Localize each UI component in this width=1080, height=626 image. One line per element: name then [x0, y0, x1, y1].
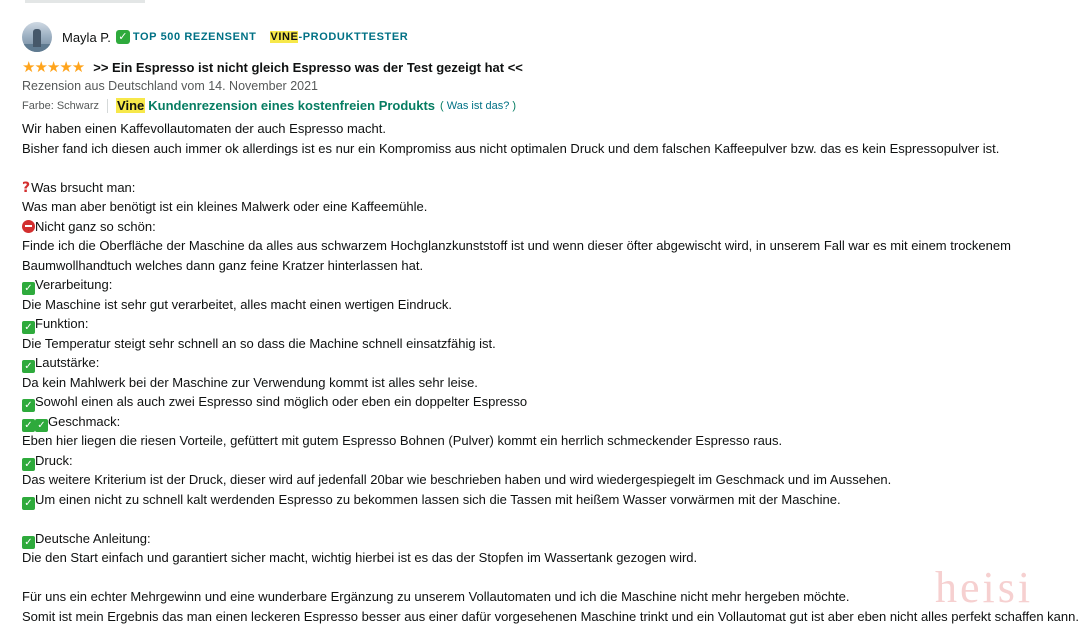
review-line — [22, 587, 1080, 607]
watermark: heisi — [935, 562, 1033, 613]
checkmark-icon: ✓ — [22, 419, 35, 432]
review-line — [22, 178, 1080, 198]
review-line-text: Verarbeitung: — [35, 277, 112, 292]
reviewer-header — [22, 22, 408, 52]
whatis-paren-close: ) — [512, 100, 516, 112]
checkmark-icon: ✓ — [22, 536, 35, 549]
top500-badge[interactable]: TOP 500 REZENSENT — [133, 31, 257, 43]
no-entry-icon — [22, 220, 35, 233]
review-line — [22, 139, 1080, 159]
whatis-paren-open: ( — [440, 100, 444, 112]
review-line-text: Deutsche Anleitung: — [35, 531, 151, 546]
review-line — [22, 451, 1080, 471]
review-line-text: Da kein Mahlwerk bei der Maschine zur Verwendung kommt ist alles sehr leise. — [22, 375, 478, 390]
review-line-text: Wir haben einen Kaffevollautomaten der auch Espresso macht. — [22, 121, 386, 136]
review-line-text: Baumwollhandtuch welches dann ganz feine Kratzer hinterlassen hat. — [22, 258, 423, 273]
color-attribute: Farbe: Schwarz — [22, 100, 99, 112]
review-line — [22, 275, 1080, 295]
review-line — [22, 509, 1080, 529]
review-line — [22, 490, 1080, 510]
review-date: Rezension aus Deutschland vom 14. November 2021 — [22, 79, 318, 93]
checkmark-icon: ✓ — [22, 321, 35, 334]
review-line-text: Für uns ein echter Mehrgewinn und eine wunderbare Ergänzung zu unserem Vollautomaten und ich die Maschine nicht mehr hergeben möchte. — [22, 589, 849, 604]
whatis-wrapper — [440, 100, 516, 112]
review-line — [22, 236, 1080, 256]
checkmark-icon: ✓ — [116, 30, 130, 44]
review-line — [22, 158, 1080, 178]
avatar-figure — [33, 29, 41, 47]
review-line-text: Was man aber benötigt ist ein kleines Malwerk oder eine Kaffeemühle. — [22, 199, 427, 214]
question-mark-icon: ? — [22, 179, 30, 192]
review-line-text: Die den Start einfach und garantiert sicher macht, wichtig hierbei ist es das der Stopfen im Wassertank gezogen wird. — [22, 550, 697, 565]
review-line — [22, 431, 1080, 451]
avatar[interactable] — [22, 22, 52, 52]
review-title[interactable]: >> Ein Espresso ist nicht gleich Espresso was der Test gezeigt hat << — [93, 60, 523, 75]
review-line — [22, 334, 1080, 354]
review-line — [22, 256, 1080, 276]
vine-label-highlight: Vine — [116, 98, 145, 113]
checkmark-icon: ✓ — [22, 360, 35, 373]
review-line-text: Die Maschine ist sehr gut verarbeitet, alles macht einen wertigen Eindruck. — [22, 297, 452, 312]
divider — [107, 99, 108, 113]
whatis-link[interactable]: Was ist das? — [447, 100, 510, 112]
review-line-text: Bisher fand ich diesen auch immer ok allerdings ist es nur ein Kompromiss aus nicht optimalen Druck und dem falschen Kaffeepulver bzw. das es kein Espressopulver ist. — [22, 141, 999, 156]
checkmark-icon: ✓ — [22, 399, 35, 412]
review-line-text: Funktion: — [35, 316, 88, 331]
review-line-text: Somit ist mein Ergebnis das man einen leckeren Espresso besser aus einer dafür vorgesehenen Maschine trinkt und ein Vollautomat gut ist aber eben nicht alles perfekt schaffen kann. — [22, 609, 1079, 624]
checkmark-icon: ✓ — [35, 419, 48, 432]
review-line-text: Sowohl einen als auch zwei Espresso sind möglich oder eben ein doppelter Espresso — [35, 394, 527, 409]
review-line-text: Um einen nicht zu schnell kalt werdenden Espresso zu bekommen lassen sich die Tassen mit heißem Wasser vorwärmen mit der Maschine. — [35, 492, 841, 507]
reviewer-name[interactable]: Mayla P. — [62, 30, 111, 45]
vine-badge-rest: -PRODUKTTESTER — [298, 31, 408, 43]
review-line-text: Finde ich die Oberfläche der Maschine da alles aus schwarzem Hochglanzkunststoff ist und wenn dieser öfter abgewischt wird, in unserem Fall war es mit einem trockenem — [22, 238, 1011, 253]
review-line — [22, 529, 1080, 549]
review-line-text: Was brsucht man: — [31, 180, 135, 195]
review-line — [22, 607, 1080, 626]
review-attributes — [22, 98, 516, 113]
review-line-text: Nicht ganz so schön: — [35, 219, 156, 234]
review-line-text: Druck: — [35, 453, 73, 468]
review-line-text: Das weitere Kriterium ist der Druck, dieser wird auf jedenfall 20bar wie beschrieben haben und wird wiedergespiegelt im Geschmack und im Aussehen. — [22, 472, 891, 487]
review-line — [22, 217, 1080, 237]
star-rating-icon[interactable]: ★★★★★ — [22, 58, 84, 76]
review-line — [22, 470, 1080, 490]
review-line — [22, 295, 1080, 315]
review-line-text: Lautstärke: — [35, 355, 99, 370]
review-line — [22, 392, 1080, 412]
review-line — [22, 373, 1080, 393]
checkmark-icon: ✓ — [22, 458, 35, 471]
vine-badge-highlight: VINE — [270, 31, 298, 43]
review-line-text: Eben hier liegen die riesen Vorteile, gefüttert mit gutem Espresso Bohnen (Pulver) kommt ein herrlich schmeckender Espresso raus. — [22, 433, 782, 448]
review-line-text: Die Temperatur steigt sehr schnell an so dass die Machine schnell einsatzfähig ist. — [22, 336, 496, 351]
checkmark-icon: ✓ — [22, 282, 35, 295]
review-body — [22, 119, 1080, 626]
review-line — [22, 314, 1080, 334]
rating-row — [22, 58, 523, 76]
review-line-text: Geschmack: — [48, 414, 120, 429]
review-line — [22, 119, 1080, 139]
top-divider — [25, 0, 145, 3]
vine-badge[interactable] — [270, 31, 408, 43]
review-line — [22, 197, 1080, 217]
checkmark-icon: ✓ — [22, 497, 35, 510]
review-line — [22, 412, 1080, 432]
vine-review-label: Kundenrezension eines kostenfreien Produkts — [148, 98, 435, 113]
review-line — [22, 353, 1080, 373]
review-line — [22, 568, 1080, 588]
review-line — [22, 548, 1080, 568]
